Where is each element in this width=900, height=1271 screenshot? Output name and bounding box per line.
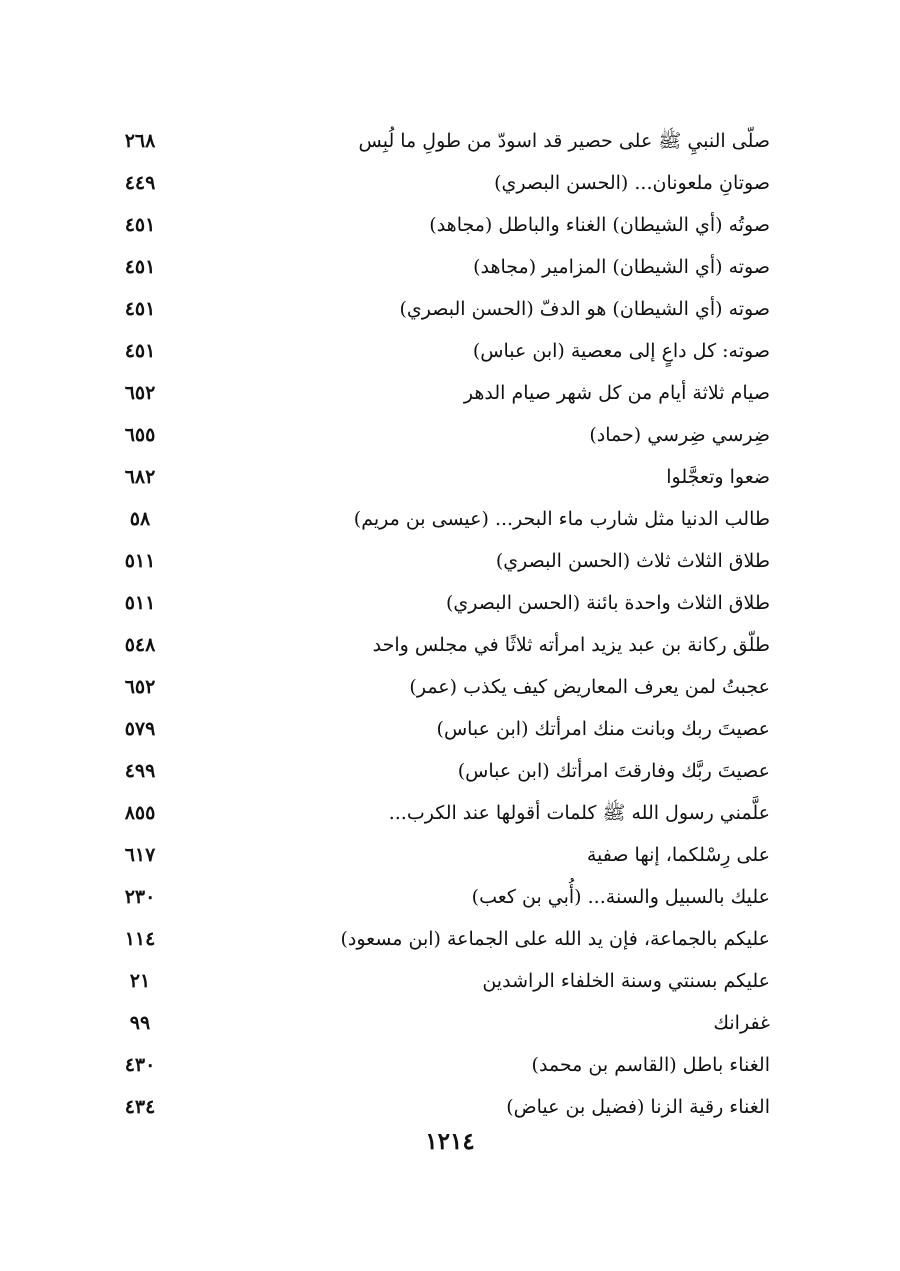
index-entry	[110, 750, 770, 792]
entry-page-number: ٤٥١	[124, 214, 156, 236]
index-entry	[110, 1044, 770, 1086]
entry-page-number: ٤٥١	[124, 340, 156, 362]
entry-page-number: ٦٥٢	[124, 676, 156, 698]
entry-text: الغناء رقية الزنا (فضيل بن عياض)	[506, 1096, 770, 1118]
index-entry	[110, 918, 770, 960]
index-entry	[110, 876, 770, 918]
entry-page-number: ٤٩٩	[124, 760, 156, 782]
entry-page-number: ٦٥٥	[124, 424, 156, 446]
page-number: ١٢١٤	[425, 1128, 475, 1155]
entry-text: ضعوا وتعجَّلوا	[666, 466, 770, 488]
entry-text: صلّى النبيِ ﷺ على حصير قد اسودّ من طولِ ما لُبِس	[358, 130, 770, 152]
index-entry	[110, 666, 770, 708]
entry-text: ضِرسي ضِرسي (حماد)	[589, 424, 770, 446]
index-entry	[110, 834, 770, 876]
entry-text: صوته (أي الشيطان) هو الدفّ (الحسن البصري)	[399, 298, 770, 320]
entry-text: صوته (أي الشيطان) المزامير (مجاهد)	[473, 256, 770, 278]
entry-text: عليك بالسبيل والسنة... (أُبي بن كعب)	[471, 886, 770, 908]
entry-page-number: ٤٤٩	[124, 172, 156, 194]
entry-text: صوته: كل داعٍ إلى معصية (ابن عباس)	[472, 340, 770, 362]
index-entry	[110, 960, 770, 1002]
index-entry	[110, 162, 770, 204]
entry-text: عليكم بالجماعة، فإن يد الله على الجماعة (ابن مسعود)	[340, 928, 770, 950]
entry-text: عليكم بسنتي وسنة الخلفاء الراشدين	[482, 970, 770, 992]
entry-text: عصيتَ ربك وبانت منك امرأتك (ابن عباس)	[436, 718, 770, 740]
entry-page-number: ٨٥٥	[124, 802, 156, 824]
index-entry	[110, 792, 770, 834]
index-entry	[110, 1002, 770, 1044]
entry-page-number: ٢١	[129, 970, 151, 992]
entry-page-number: ٦٨٢	[124, 466, 156, 488]
entry-text: صيام ثلاثة أيام من كل شهر صيام الدهر	[463, 382, 770, 404]
entry-text: طلاق الثلاث ثلاث (الحسن البصري)	[495, 550, 770, 572]
entry-text: عجبتُ لمن يعرف المعاريض كيف يكذب (عمر)	[409, 676, 770, 698]
index-entry	[110, 120, 770, 162]
entry-page-number: ٤٣٤	[124, 1096, 156, 1118]
index-entry	[110, 708, 770, 750]
entry-page-number: ١١٤	[124, 928, 156, 950]
entry-page-number: ٦٥٢	[124, 382, 156, 404]
entry-text: طلّق ركانة بن عبد يزيد امرأته ثلاثًا في مجلس واحد	[372, 634, 770, 656]
entry-text: عصيتَ ربَّك وفارقتَ امرأتك (ابن عباس)	[457, 760, 770, 782]
entry-page-number: ٤٣٠	[124, 1054, 156, 1076]
entry-text: علَّمني رسول الله ﷺ كلمات أقولها عند الكرب...	[388, 802, 770, 824]
entry-page-number: ٥٧٩	[124, 718, 156, 740]
entry-text: صوتُه (أي الشيطان) الغناء والباطل (مجاهد)	[429, 214, 770, 236]
entry-text: على رِسْلكما، إنها صفية	[586, 844, 770, 866]
entry-page-number: ٤٥١	[124, 298, 156, 320]
entry-page-number: ٥١١	[124, 550, 156, 572]
index-entry	[110, 498, 770, 540]
index-entry	[110, 540, 770, 582]
index-entry	[110, 204, 770, 246]
index-entry	[110, 288, 770, 330]
entry-page-number: ٦١٧	[124, 844, 156, 866]
index-entry	[110, 624, 770, 666]
entry-text: غفرانك	[713, 1012, 770, 1034]
index-entry	[110, 414, 770, 456]
index-entry	[110, 372, 770, 414]
entry-page-number: ٩٩	[129, 1012, 151, 1034]
index-entry	[110, 456, 770, 498]
entry-page-number: ٢٣٠	[124, 886, 156, 908]
index-entry	[110, 582, 770, 624]
entry-text: طلاق الثلاث واحدة بائنة (الحسن البصري)	[445, 592, 770, 614]
entry-page-number: ٥٨	[129, 508, 151, 530]
entry-page-number: ٢٦٨	[124, 130, 156, 152]
index-entry	[110, 1086, 770, 1128]
index-entry	[110, 330, 770, 372]
index-entry	[110, 246, 770, 288]
entry-page-number: ٥١١	[124, 592, 156, 614]
entry-page-number: ٤٥١	[124, 256, 156, 278]
entry-page-number: ٥٤٨	[124, 634, 156, 656]
entry-text: طالب الدنيا مثل شارب ماء البحر... (عيسى بن مريم)	[353, 508, 770, 530]
entry-text: الغناء باطل (القاسم بن محمد)	[531, 1054, 770, 1076]
entry-text: صوتانِ ملعونان... (الحسن البصري)	[494, 172, 770, 194]
index-list	[110, 120, 770, 1128]
